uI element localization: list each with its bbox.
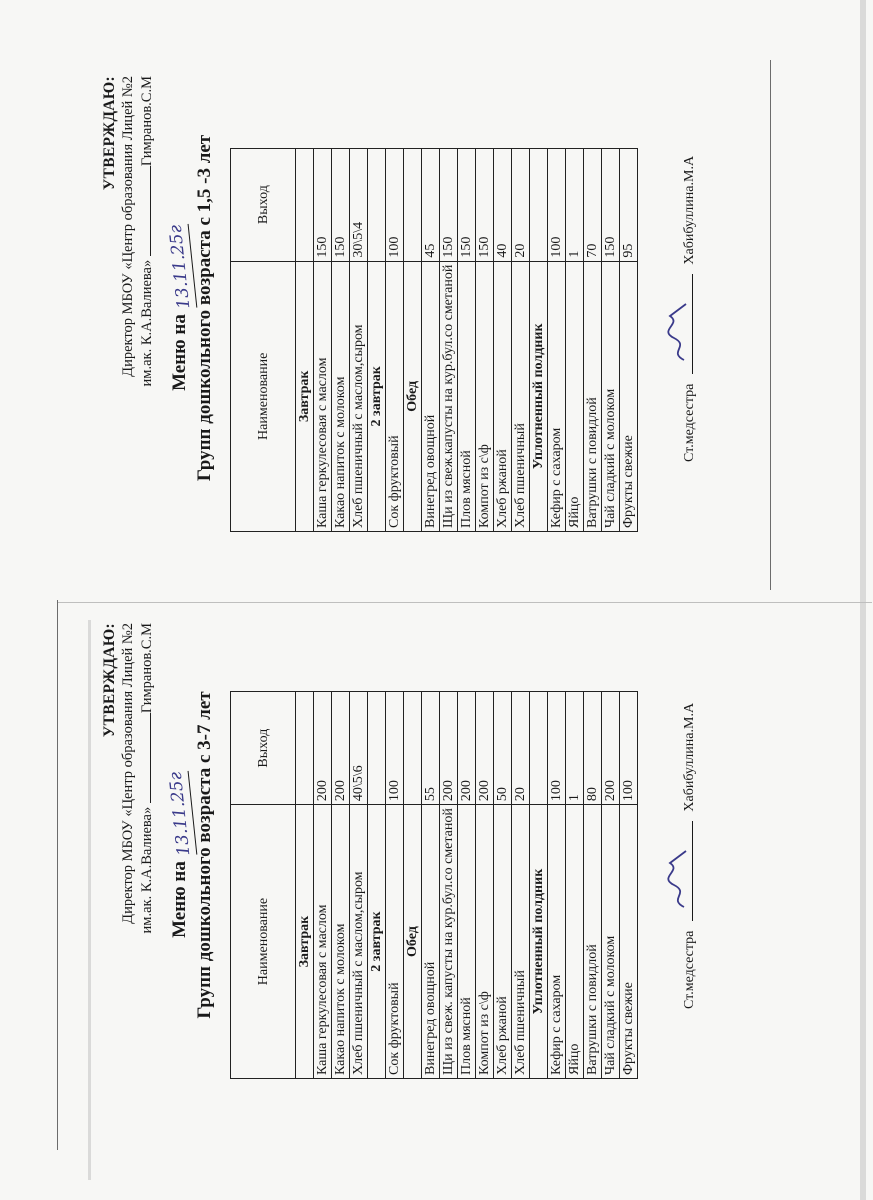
- table-row: [512, 148, 530, 531]
- output-cell: 20: [512, 692, 530, 805]
- dish-name-cell: Щи из свеж.капусты на кур.бул.со сметаной: [440, 261, 458, 531]
- table-row: [602, 692, 620, 1079]
- scan-edge-line: [57, 600, 58, 1150]
- approval-line2: [138, 76, 157, 536]
- output-cell: 100: [386, 148, 404, 261]
- output-cell: 1: [566, 148, 584, 261]
- output-cell: 80: [584, 692, 602, 805]
- output-cell: 20: [512, 148, 530, 261]
- section-name-cell: Уплотненный полдник: [530, 261, 548, 531]
- table-section-row: [404, 692, 422, 1079]
- section-name-cell: Завтрак: [296, 805, 314, 1079]
- menu-subtitle: Групп дошкольного возраста с 1,5 -3 лет: [194, 134, 215, 482]
- output-cell: 100: [548, 692, 566, 805]
- menu-page-older: [100, 615, 840, 1095]
- table-section-row: [530, 692, 548, 1079]
- output-cell: 100: [386, 692, 404, 805]
- output-cell: 40\5\6: [350, 692, 368, 805]
- table-row: [350, 148, 368, 531]
- dish-name-cell: Каша геркулесовая с маслом: [314, 805, 332, 1079]
- table-row: [422, 148, 440, 531]
- dish-name-cell: Ватрушки с повидлой: [584, 261, 602, 531]
- signature-block: [676, 82, 698, 462]
- table-row: [386, 692, 404, 1079]
- dish-name-cell: Сок фруктовый: [386, 261, 404, 531]
- dish-name-cell: Плов мясной: [458, 261, 476, 531]
- approval-line1: Директор МБОУ «Центр образования Лицей №2: [120, 623, 136, 924]
- menu-subtitle: Групп дошкольного возраста с 3-7 лет: [194, 691, 215, 1019]
- output-cell: 150: [458, 148, 476, 261]
- section-name-cell: Завтрак: [296, 261, 314, 531]
- table-row: [512, 692, 530, 1079]
- table-row: [476, 148, 494, 531]
- dish-name-cell: Чай сладкий с молоком: [602, 261, 620, 531]
- menu-title: [165, 68, 217, 548]
- table-row: [548, 692, 566, 1079]
- table-row: [476, 692, 494, 1079]
- output-cell: 200: [314, 692, 332, 805]
- approval-director: Гимранов.С.М: [139, 76, 155, 167]
- output-cell: 30\5\4: [350, 148, 368, 261]
- dish-name-cell: Каша геркулесовая с маслом: [314, 261, 332, 531]
- menu-title-prefix: Меню на: [169, 314, 190, 391]
- output-cell: [368, 692, 386, 805]
- dish-name-cell: Какао напиток с молоком: [332, 805, 350, 1079]
- table-section-row: [296, 148, 314, 531]
- table-header-row: [231, 692, 296, 1079]
- table-row: [440, 148, 458, 531]
- signature-line: [676, 821, 693, 921]
- column-header-name: Наименование: [231, 261, 296, 531]
- table-row: [458, 148, 476, 531]
- table-row: [332, 692, 350, 1079]
- column-header-output: Выход: [231, 148, 296, 261]
- dish-name-cell: Плов мясной: [458, 805, 476, 1079]
- menu-title-prefix: Меню на: [169, 861, 190, 938]
- section-name-cell: Обед: [404, 261, 422, 531]
- output-cell: [296, 148, 314, 261]
- table-row: [584, 692, 602, 1079]
- table-row: [566, 148, 584, 531]
- signature-block: [676, 629, 698, 1009]
- scan-noise: [860, 0, 866, 1200]
- dish-name-cell: Фрукты свежие: [620, 261, 638, 531]
- table-row: [620, 148, 638, 531]
- menu-table-young: [230, 148, 638, 532]
- output-cell: 150: [314, 148, 332, 261]
- section-name-cell: 2 завтрак: [368, 261, 386, 531]
- menu-page-young: [100, 68, 840, 548]
- dish-name-cell: Какао напиток с молоком: [332, 261, 350, 531]
- output-cell: 100: [620, 692, 638, 805]
- approval-line1: Директор МБОУ «Центр образования Лицей №2: [120, 76, 136, 377]
- dish-name-cell: Кефир с сахаром: [548, 261, 566, 531]
- approval-heading: УТВЕРЖДАЮ:: [101, 623, 118, 738]
- approval-org: им.ак. К.А.Валиева»: [139, 806, 155, 934]
- dish-name-cell: Хлеб пшеничный с маслом,сыром: [350, 805, 368, 1079]
- section-name-cell: Обед: [404, 805, 422, 1079]
- approval-heading: УТВЕРЖДАЮ:: [101, 76, 118, 191]
- table-section-row: [368, 692, 386, 1079]
- output-cell: 70: [584, 148, 602, 261]
- handwritten-signature-icon: [662, 841, 692, 911]
- table-row: [314, 692, 332, 1079]
- signature-name: Хабибуллина.М.А: [682, 702, 697, 812]
- output-cell: 150: [476, 148, 494, 261]
- approval-org: им.ак. К.А.Валиева»: [139, 259, 155, 387]
- table-row: [620, 692, 638, 1079]
- output-cell: 200: [332, 692, 350, 805]
- output-cell: 50: [494, 692, 512, 805]
- signature-line: [676, 274, 693, 374]
- table-row: [332, 148, 350, 531]
- approval-block: [100, 623, 157, 1083]
- menu-date: 13.11.25г: [164, 224, 198, 310]
- fold-line: [57, 602, 872, 603]
- table-row: [566, 692, 584, 1079]
- dish-name-cell: Компот из с\ф: [476, 805, 494, 1079]
- output-cell: [296, 692, 314, 805]
- dish-name-cell: Хлеб пшеничный: [512, 805, 530, 1079]
- table-section-row: [296, 692, 314, 1079]
- output-cell: 55: [422, 692, 440, 805]
- output-cell: 95: [620, 148, 638, 261]
- table-row: [386, 148, 404, 531]
- scan-noise: [88, 620, 91, 1180]
- signature-name: Хабибуллина.М.А: [682, 155, 697, 265]
- output-cell: 200: [602, 692, 620, 805]
- menu-date: 13.11.25г: [164, 771, 198, 857]
- table-row: [494, 692, 512, 1079]
- output-cell: [404, 692, 422, 805]
- table-row: [440, 692, 458, 1079]
- table-row: [350, 692, 368, 1079]
- output-cell: 200: [458, 692, 476, 805]
- output-cell: [530, 692, 548, 805]
- dish-name-cell: Яйцо: [566, 805, 584, 1079]
- output-cell: [404, 148, 422, 261]
- output-cell: 200: [476, 692, 494, 805]
- table-row: [314, 148, 332, 531]
- output-cell: 100: [548, 148, 566, 261]
- dish-name-cell: Хлеб ржаной: [494, 261, 512, 531]
- dish-name-cell: Винегред овощной: [422, 261, 440, 531]
- dish-name-cell: Кефир с сахаром: [548, 805, 566, 1079]
- approval-line2: [138, 623, 157, 1083]
- signature-role: Ст.медсестра: [682, 383, 697, 462]
- table-header-row: [231, 148, 296, 531]
- menu-table-older: [230, 691, 638, 1079]
- dish-name-cell: Компот из с\ф: [476, 261, 494, 531]
- table-row: [602, 148, 620, 531]
- approval-director: Гимранов.С.М: [139, 623, 155, 714]
- dish-name-cell: Хлеб пшеничный с маслом,сыром: [350, 261, 368, 531]
- output-cell: [368, 148, 386, 261]
- approval-block: [100, 76, 157, 536]
- output-cell: 1: [566, 692, 584, 805]
- table-row: [584, 148, 602, 531]
- column-header-name: Наименование: [231, 805, 296, 1079]
- output-cell: 200: [440, 692, 458, 805]
- table-row: [458, 692, 476, 1079]
- output-cell: 45: [422, 148, 440, 261]
- output-cell: 40: [494, 148, 512, 261]
- dish-name-cell: Хлеб пшеничный: [512, 261, 530, 531]
- dish-name-cell: Винегред овощной: [422, 805, 440, 1079]
- dish-name-cell: Хлеб ржаной: [494, 805, 512, 1079]
- dish-name-cell: Сок фруктовый: [386, 805, 404, 1079]
- table-row: [494, 148, 512, 531]
- table-row: [422, 692, 440, 1079]
- dish-name-cell: Фрукты свежие: [620, 805, 638, 1079]
- column-header-output: Выход: [231, 692, 296, 805]
- dish-name-cell: Чай сладкий с молоком: [602, 805, 620, 1079]
- menu-title: [165, 615, 217, 1095]
- section-name-cell: Уплотненный полдник: [530, 805, 548, 1079]
- handwritten-signature-icon: [662, 294, 692, 364]
- dish-name-cell: Щи из свеж. капусты на кур.бул.со сметаной: [440, 805, 458, 1079]
- output-cell: 150: [602, 148, 620, 261]
- signature-role: Ст.медсестра: [682, 930, 697, 1009]
- table-section-row: [368, 148, 386, 531]
- output-cell: 150: [440, 148, 458, 261]
- output-cell: [530, 148, 548, 261]
- section-name-cell: 2 завтрак: [368, 805, 386, 1079]
- table-section-row: [530, 148, 548, 531]
- table-row: [548, 148, 566, 531]
- dish-name-cell: Яйцо: [566, 261, 584, 531]
- table-section-row: [404, 148, 422, 531]
- output-cell: 150: [332, 148, 350, 261]
- dish-name-cell: Ватрушки с повидлой: [584, 805, 602, 1079]
